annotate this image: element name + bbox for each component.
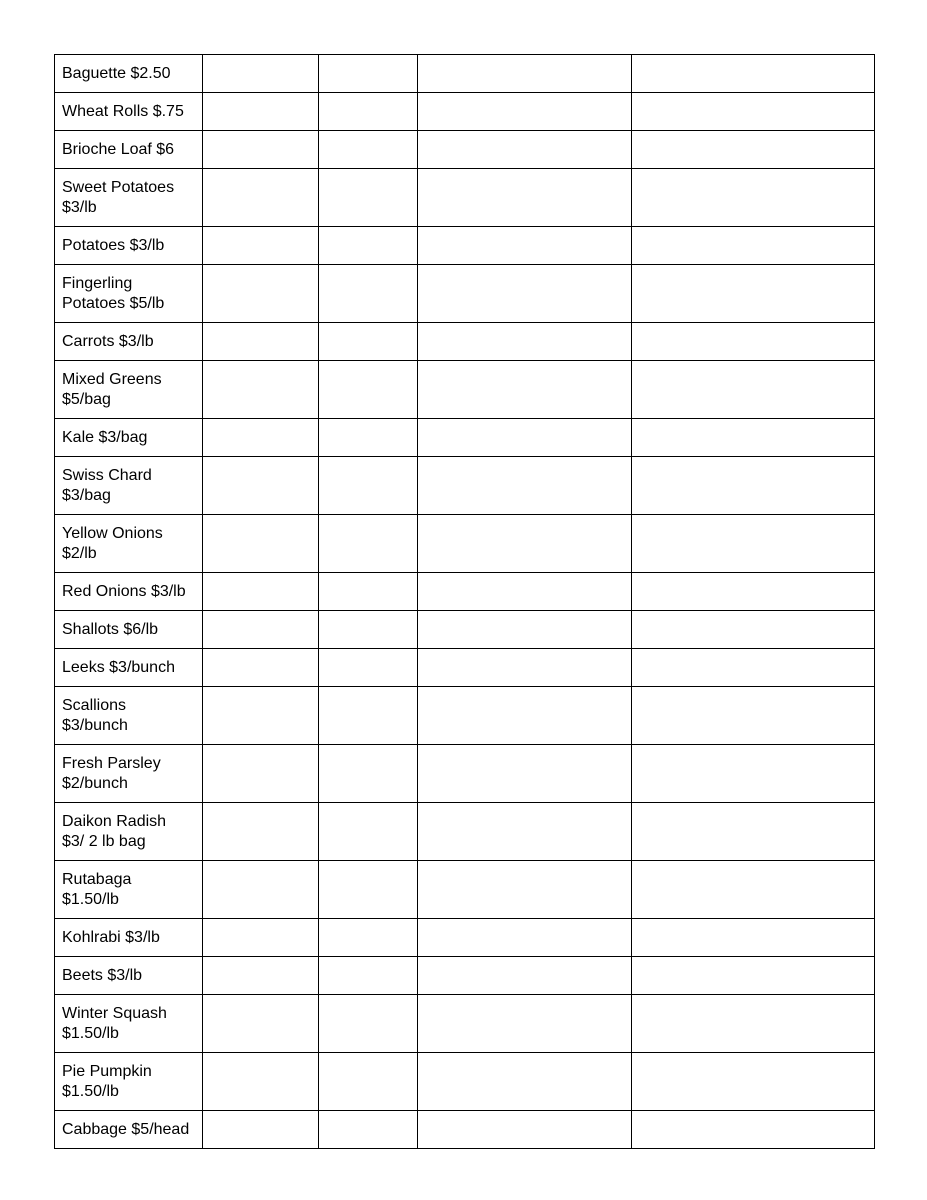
entry-cell[interactable] <box>418 957 632 995</box>
item-label: Kohlrabi $3/lb <box>62 928 160 946</box>
item-name-cell <box>55 573 203 611</box>
entry-cell[interactable] <box>418 803 632 861</box>
item-label: Pie Pumpkin <box>62 1062 152 1080</box>
entry-cell[interactable] <box>418 687 632 745</box>
item-label: $2/bunch <box>62 774 128 792</box>
table-row <box>55 419 875 457</box>
entry-cell[interactable] <box>418 745 632 803</box>
entry-cell[interactable] <box>319 861 418 919</box>
item-name-cell <box>55 957 203 995</box>
item-label: Wheat Rolls $.75 <box>62 102 184 120</box>
entry-cell[interactable] <box>418 861 632 919</box>
item-name-cell <box>55 131 203 169</box>
entry-cell[interactable] <box>319 1111 418 1149</box>
table-row <box>55 131 875 169</box>
entry-cell[interactable] <box>319 55 418 93</box>
entry-cell[interactable] <box>203 265 319 323</box>
entry-cell[interactable] <box>203 687 319 745</box>
entry-cell[interactable] <box>203 323 319 361</box>
item-label: Baguette $2.50 <box>62 64 171 82</box>
item-name-cell <box>55 995 203 1053</box>
entry-cell[interactable] <box>203 457 319 515</box>
entry-cell[interactable] <box>418 611 632 649</box>
item-label: $1.50/lb <box>62 1082 119 1100</box>
entry-cell[interactable] <box>319 93 418 131</box>
entry-cell[interactable] <box>632 55 875 93</box>
item-label: Yellow Onions <box>62 524 163 542</box>
entry-cell[interactable] <box>319 323 418 361</box>
entry-cell[interactable] <box>418 573 632 611</box>
table-row <box>55 803 875 861</box>
entry-cell[interactable] <box>203 1111 319 1149</box>
entry-cell[interactable] <box>632 745 875 803</box>
item-label: $1.50/lb <box>62 890 119 908</box>
entry-cell[interactable] <box>632 1053 875 1111</box>
table-row <box>55 265 875 323</box>
table-row <box>55 1111 875 1149</box>
entry-cell[interactable] <box>203 957 319 995</box>
item-name-cell <box>55 861 203 919</box>
table-row <box>55 169 875 227</box>
entry-cell[interactable] <box>632 957 875 995</box>
entry-cell[interactable] <box>632 649 875 687</box>
item-name-cell <box>55 1111 203 1149</box>
table-row <box>55 55 875 93</box>
table-row <box>55 649 875 687</box>
item-name-cell <box>55 515 203 573</box>
entry-cell[interactable] <box>632 803 875 861</box>
item-label: Shallots $6/lb <box>62 620 159 638</box>
item-name-cell <box>55 227 203 265</box>
item-name-cell <box>55 169 203 227</box>
entry-cell[interactable] <box>203 93 319 131</box>
item-label: Rutabaga <box>62 870 132 888</box>
entry-cell[interactable] <box>203 361 319 419</box>
table-row <box>55 957 875 995</box>
table-row <box>55 919 875 957</box>
entry-cell[interactable] <box>203 803 319 861</box>
entry-cell[interactable] <box>632 323 875 361</box>
table-row <box>55 861 875 919</box>
entry-cell[interactable] <box>632 361 875 419</box>
entry-cell[interactable] <box>418 995 632 1053</box>
item-label: Leeks $3/bunch <box>62 658 175 676</box>
entry-cell[interactable] <box>203 131 319 169</box>
item-label: Red Onions $3/lb <box>62 582 186 600</box>
entry-cell[interactable] <box>319 131 418 169</box>
entry-cell[interactable] <box>319 227 418 265</box>
item-label: Potatoes $3/lb <box>62 236 165 254</box>
item-name-cell <box>55 265 203 323</box>
entry-cell[interactable] <box>418 1053 632 1111</box>
table-row <box>55 573 875 611</box>
entry-cell[interactable] <box>319 361 418 419</box>
entry-cell[interactable] <box>418 361 632 419</box>
entry-cell[interactable] <box>319 419 418 457</box>
entry-cell[interactable] <box>632 457 875 515</box>
entry-cell[interactable] <box>632 995 875 1053</box>
entry-cell[interactable] <box>319 803 418 861</box>
entry-cell[interactable] <box>418 1111 632 1149</box>
entry-cell[interactable] <box>319 611 418 649</box>
entry-cell[interactable] <box>319 995 418 1053</box>
item-name-cell <box>55 457 203 515</box>
entry-cell[interactable] <box>319 919 418 957</box>
entry-cell[interactable] <box>203 419 319 457</box>
item-label: $3/bag <box>62 486 111 504</box>
entry-cell[interactable] <box>418 323 632 361</box>
entry-cell[interactable] <box>632 131 875 169</box>
entry-cell[interactable] <box>632 419 875 457</box>
table-row <box>55 227 875 265</box>
item-label: Potatoes $5/lb <box>62 294 165 312</box>
entry-cell[interactable] <box>203 919 319 957</box>
item-label: Swiss Chard <box>62 466 152 484</box>
entry-cell[interactable] <box>632 611 875 649</box>
entry-cell[interactable] <box>632 93 875 131</box>
item-name-cell <box>55 93 203 131</box>
item-label: $3/bunch <box>62 716 128 734</box>
table-row <box>55 745 875 803</box>
item-label: Scallions <box>62 696 127 714</box>
entry-cell[interactable] <box>418 227 632 265</box>
entry-cell[interactable] <box>632 919 875 957</box>
item-label: $3/lb <box>62 198 97 216</box>
entry-cell[interactable] <box>203 515 319 573</box>
item-label: Mixed Greens <box>62 370 162 388</box>
entry-cell[interactable] <box>418 457 632 515</box>
entry-cell[interactable] <box>632 573 875 611</box>
entry-cell[interactable] <box>203 861 319 919</box>
order-form-body <box>55 55 875 1149</box>
item-name-cell <box>55 803 203 861</box>
entry-cell[interactable] <box>203 55 319 93</box>
entry-cell[interactable] <box>319 265 418 323</box>
table-row <box>55 93 875 131</box>
item-label: Fingerling <box>62 274 133 292</box>
entry-cell[interactable] <box>632 1111 875 1149</box>
table-row <box>55 995 875 1053</box>
entry-cell[interactable] <box>319 745 418 803</box>
entry-cell[interactable] <box>319 515 418 573</box>
table-row <box>55 323 875 361</box>
item-name-cell <box>55 323 203 361</box>
item-name-cell <box>55 919 203 957</box>
entry-cell[interactable] <box>418 419 632 457</box>
entry-cell[interactable] <box>203 169 319 227</box>
entry-cell[interactable] <box>418 919 632 957</box>
item-name-cell <box>55 649 203 687</box>
item-label: Beets $3/lb <box>62 966 143 984</box>
entry-cell[interactable] <box>203 995 319 1053</box>
entry-cell[interactable] <box>203 1053 319 1111</box>
item-name-cell <box>55 1053 203 1111</box>
entry-cell[interactable] <box>319 1053 418 1111</box>
entry-cell[interactable] <box>418 93 632 131</box>
entry-cell[interactable] <box>418 55 632 93</box>
item-label: $3/ 2 lb bag <box>62 832 146 850</box>
entry-cell[interactable] <box>203 611 319 649</box>
entry-cell[interactable] <box>203 745 319 803</box>
entry-cell[interactable] <box>418 265 632 323</box>
item-label: Brioche Loaf $6 <box>62 140 175 158</box>
item-name-cell <box>55 687 203 745</box>
entry-cell[interactable] <box>418 515 632 573</box>
item-label: Winter Squash <box>62 1004 167 1022</box>
entry-cell[interactable] <box>319 573 418 611</box>
entry-cell[interactable] <box>319 457 418 515</box>
entry-cell[interactable] <box>319 687 418 745</box>
entry-cell[interactable] <box>418 131 632 169</box>
entry-cell[interactable] <box>632 227 875 265</box>
entry-cell[interactable] <box>418 649 632 687</box>
entry-cell[interactable] <box>632 861 875 919</box>
table-row <box>55 361 875 419</box>
item-name-cell <box>55 55 203 93</box>
item-label: Cabbage $5/head <box>62 1120 190 1138</box>
entry-cell[interactable] <box>203 227 319 265</box>
item-label: Fresh Parsley <box>62 754 161 772</box>
item-name-cell <box>55 419 203 457</box>
entry-cell[interactable] <box>632 687 875 745</box>
item-label: Daikon Radish <box>62 812 167 830</box>
item-label: $5/bag <box>62 390 111 408</box>
order-form-table <box>54 54 875 1149</box>
item-label: Sweet Potatoes <box>62 178 175 196</box>
entry-cell[interactable] <box>632 169 875 227</box>
entry-cell[interactable] <box>632 265 875 323</box>
item-name-cell <box>55 361 203 419</box>
entry-cell[interactable] <box>418 169 632 227</box>
table-row <box>55 687 875 745</box>
table-row <box>55 1053 875 1111</box>
entry-cell[interactable] <box>203 573 319 611</box>
entry-cell[interactable] <box>319 957 418 995</box>
table-row <box>55 457 875 515</box>
item-label: $2/lb <box>62 544 97 562</box>
item-label: Kale $3/bag <box>62 428 148 446</box>
item-label: Carrots $3/lb <box>62 332 154 350</box>
item-name-cell <box>55 745 203 803</box>
item-name-cell <box>55 611 203 649</box>
table-row <box>55 515 875 573</box>
table-row <box>55 611 875 649</box>
item-label: $1.50/lb <box>62 1024 119 1042</box>
entry-cell[interactable] <box>203 649 319 687</box>
entry-cell[interactable] <box>319 649 418 687</box>
entry-cell[interactable] <box>632 515 875 573</box>
entry-cell[interactable] <box>319 169 418 227</box>
